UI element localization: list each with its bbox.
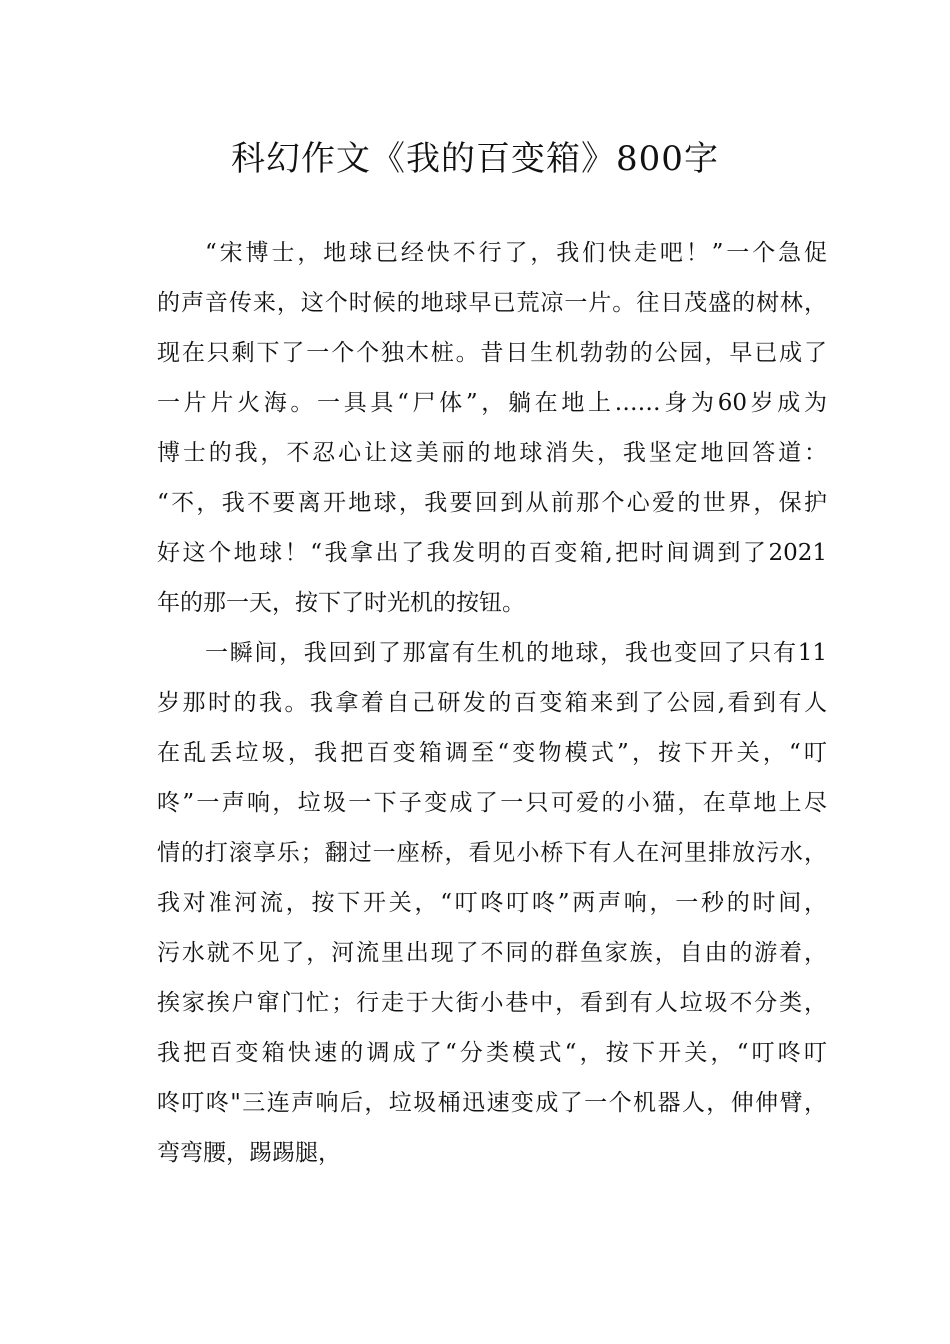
paragraph-line: 年的那一天，按下了时光机的按钮。: [157, 590, 525, 616]
paragraph-line: 的声音传来，这个时候的地球早已荒凉一片。往日茂盛的树林，: [157, 290, 827, 316]
paragraph-line: 咚”一声响，垃圾一下子变成了一只可爱的小猫，在草地上尽: [157, 790, 827, 816]
paragraph-line: 挨家挨户窜门忙；行走于大街小巷中，看到有人垃圾不分类，: [157, 990, 827, 1016]
paragraph-line: 岁那时的我。我拿着自己研发的百变箱来到了公园,看到有人: [157, 690, 827, 716]
document-body: [157, 228, 827, 1178]
paragraph-line: 弯弯腰，踢踢腿，: [157, 1140, 341, 1166]
paragraph-line: 污水就不见了，河流里出现了不同的群鱼家族，自由的游着，: [157, 940, 827, 966]
paragraph-line: 我对准河流，按下开关，“叮咚叮咚”两声响，一秒的时间，: [157, 890, 827, 916]
paragraph-line: “不，我不要离开地球，我要回到从前那个心爱的世界，保护: [157, 490, 827, 516]
paragraph-line: 一片片火海。一具具“尸体”，躺在地上……身为60岁成为: [157, 390, 827, 416]
paragraph-line: 在乱丢垃圾，我把百变箱调至“变物模式”，按下开关，“叮: [157, 740, 827, 766]
paragraph-line: 咚叮咚"三连声响后，垃圾桶迅速变成了一个机器人，伸伸臂，: [157, 1090, 827, 1116]
paragraph-line: 博士的我，不忍心让这美丽的地球消失，我坚定地回答道：: [157, 440, 827, 466]
document-title: 科幻作文《我的百变箱》800字: [231, 139, 719, 179]
paragraph-line: “宋博士，地球已经快不行了，我们快走吧！”一个急促: [205, 240, 827, 266]
paragraph-line: 情的打滚享乐；翻过一座桥，看见小桥下有人在河里排放污水，: [157, 840, 827, 866]
paragraph-line: 我把百变箱快速的调成了“分类模式“，按下开关，“叮咚叮: [157, 1040, 827, 1066]
paragraph-line: 现在只剩下了一个个独木桩。昔日生机勃勃的公园，早已成了: [157, 340, 827, 366]
paragraph-line: 一瞬间，我回到了那富有生机的地球，我也变回了只有11: [205, 640, 827, 666]
paragraph-line: 好这个地球！“我拿出了我发明的百变箱,把时间调到了2021: [157, 540, 827, 566]
